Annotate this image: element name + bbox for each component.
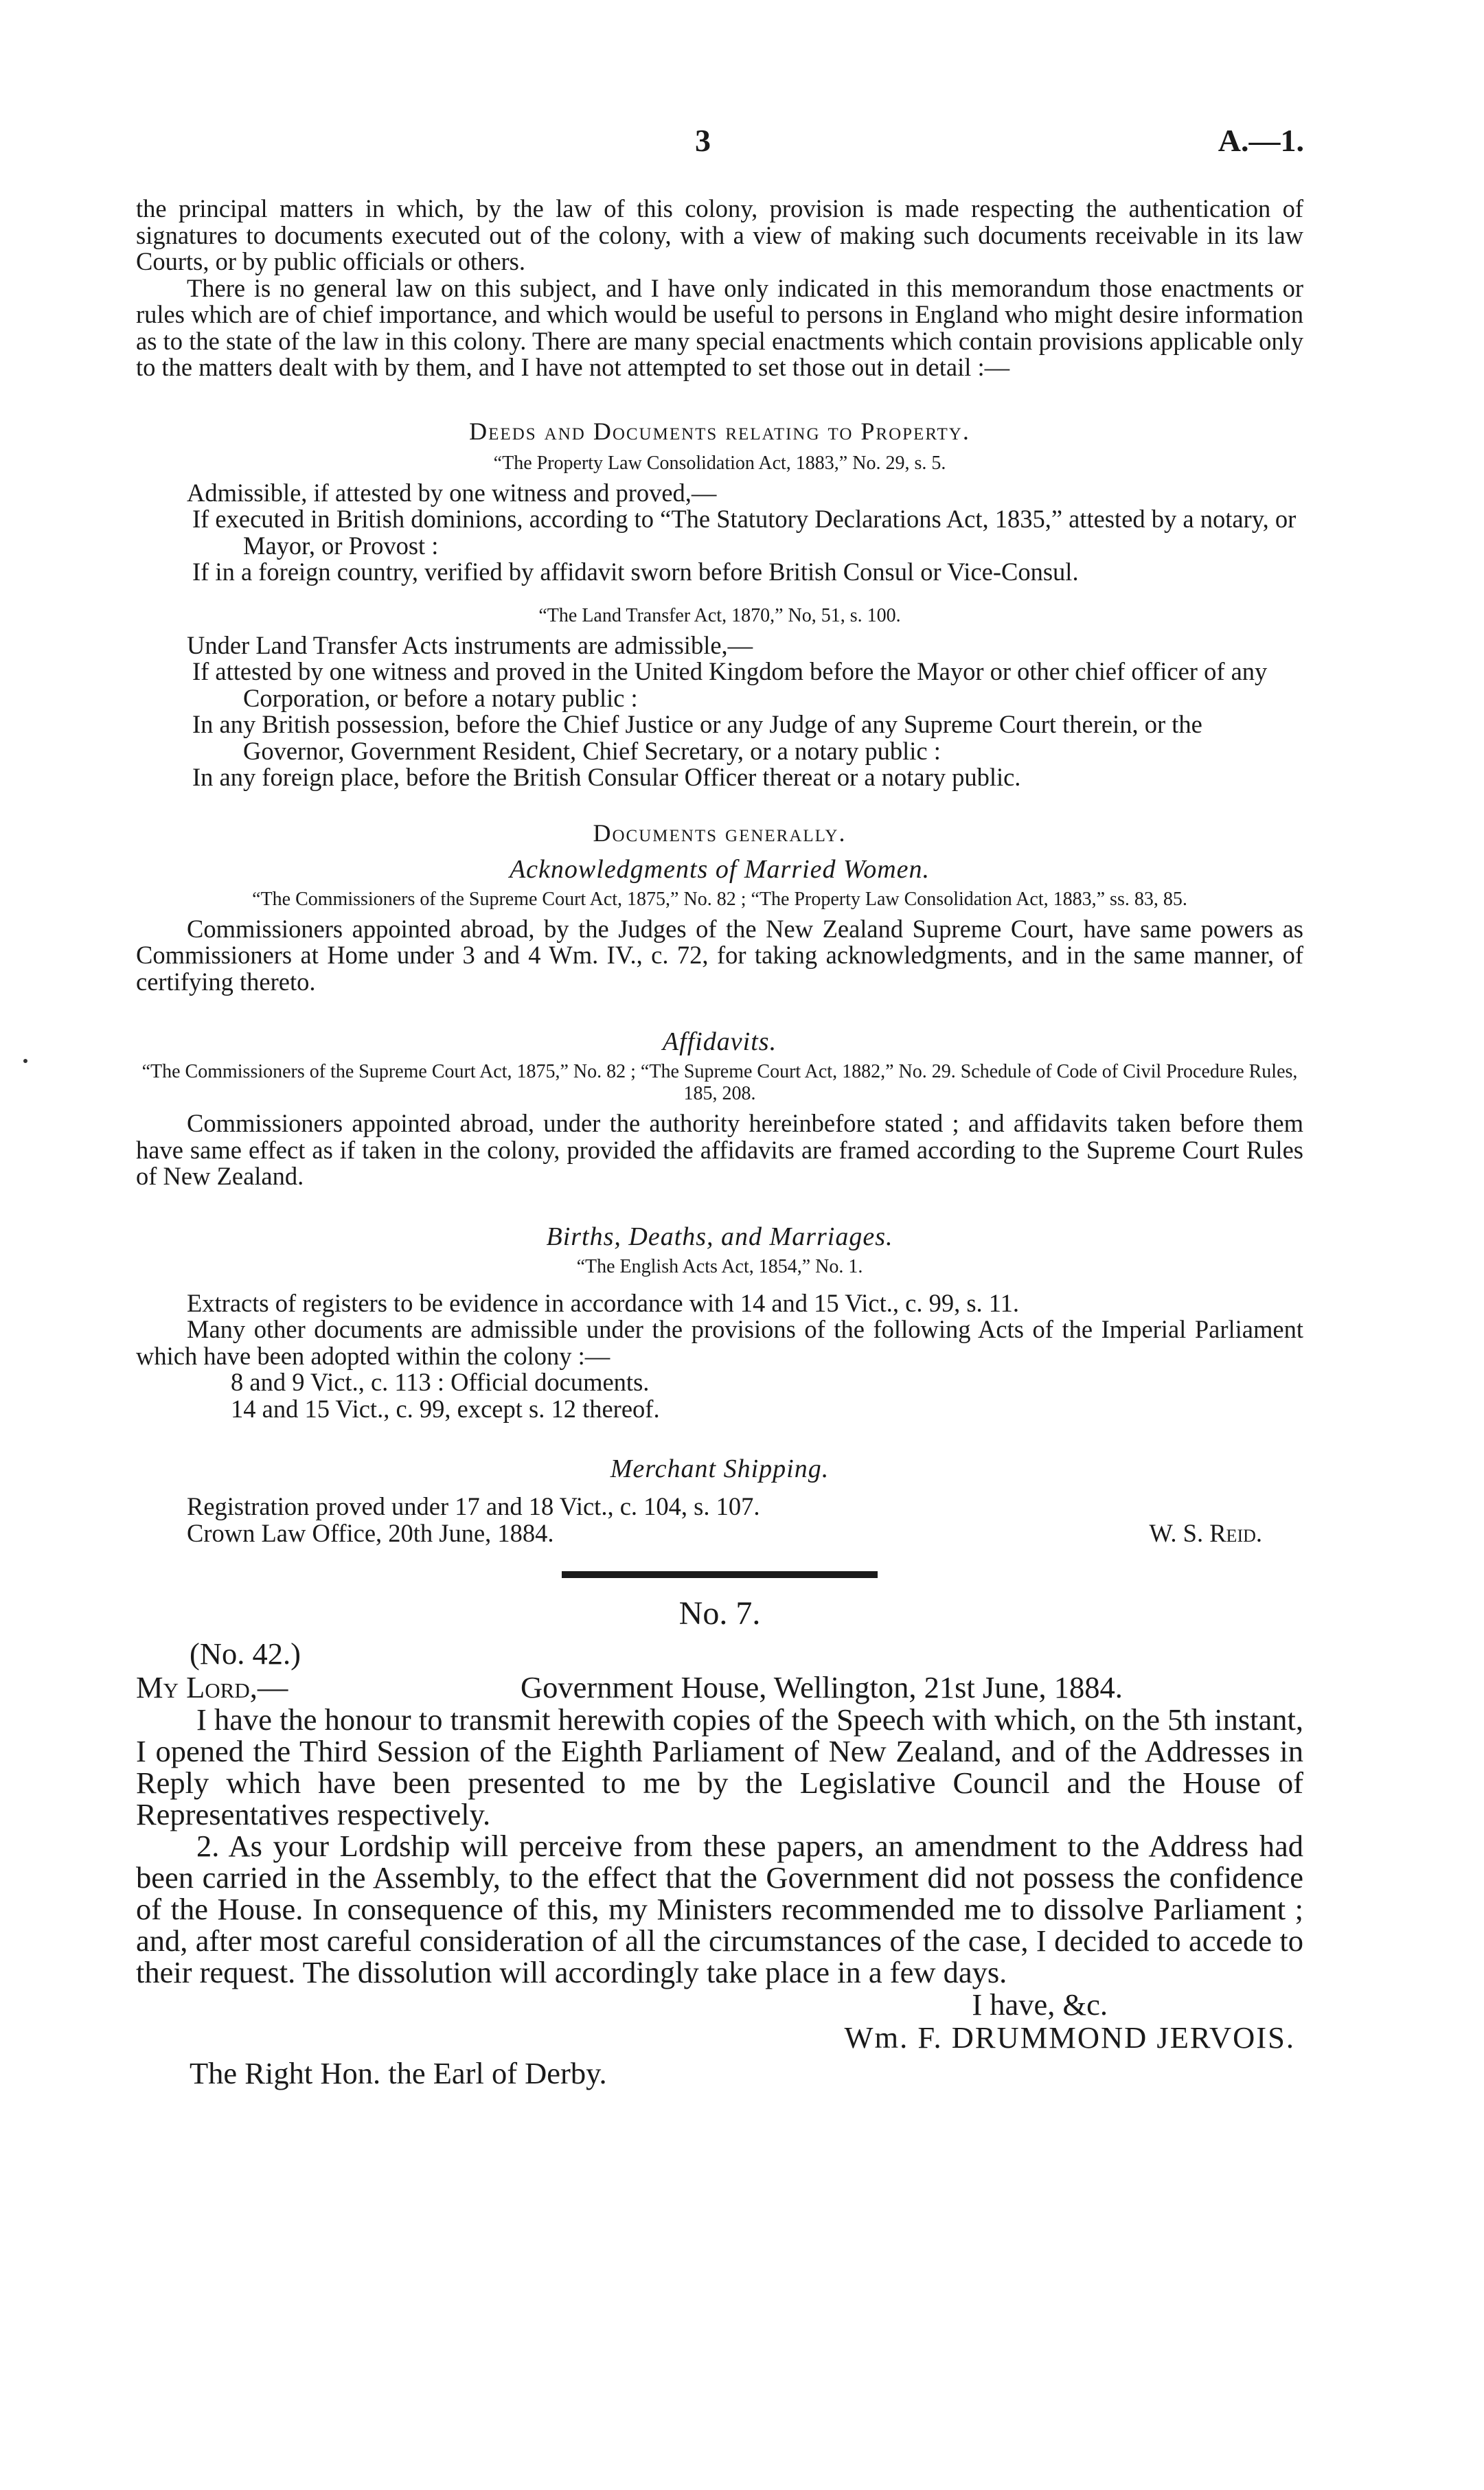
page-number: 3: [695, 123, 711, 158]
salutation-row: [136, 1669, 1303, 1704]
letter-addressee: The Right Hon. the Earl of Derby.: [190, 2056, 607, 2090]
affidavits-citation: “The Commissioners of the Supreme Court Act, 1875,” No. 82 ; “The Supreme Court Act, 1882,” No. 29. Schedule of Code of Civil Procedure Rules, 185, 208.: [141, 1061, 1298, 1104]
memorandum: [136, 196, 1303, 2090]
general-heading: Documents generally.: [593, 819, 847, 847]
deeds-item-2: If in a foreign country, verified by affidavit sworn before British Consul or Vice-Consul.: [192, 558, 1079, 586]
act-2: 14 and 15 Vict., c. 99, except s. 12 thereof.: [231, 1394, 660, 1423]
deeds-under: Under Land Transfer Acts instruments are admissible,—: [187, 630, 753, 659]
births-text: Extracts of registers to be evidence in accordance with 14 and 15 Vict., c. 99, s. 11.: [187, 1288, 1020, 1317]
deeds-item-1: If executed in British dominions, according to “The Statutory Declarations Act, 1835,” attested by a notary, or Mayor, or Provost :: [192, 505, 1297, 560]
deeds-heading: Deeds and Documents relating to Property.: [469, 417, 970, 445]
page-reference: A.—1.: [1218, 123, 1304, 158]
married-women-citation: “The Commissioners of the Supreme Court Act, 1875,” No. 82 ; “The Property Law Consolidation Act, 1883,” ss. 83, 85.: [252, 888, 1187, 910]
salutation: My Lord,—: [136, 1670, 288, 1704]
letter-paragraph-2: 2. As your Lordship will perceive from these papers, an amendment to the Address had been carried in the Assembly, to the effect that the Government did not possess the confidence of the House. In consequence of this, my Ministers recommended me to dissolve Parliament ; and, after most careful consideration of all the circumstances of the case, I decided to accede to their request. The dissolution will accordingly take place in a few days.: [136, 1829, 1303, 1989]
married-women-text: Commissioners appointed abroad, by the Judges of the New Zealand Supreme Court, have same powers as Commissioners at Home under 3 and 4 Wm. IV., c. 72, for taking acknowledgments, and in the same manner, of certifying thereto.: [136, 914, 1303, 996]
letter-ref: (No. 42.): [190, 1636, 301, 1671]
affidavits-heading: Affidavits.: [662, 1027, 777, 1056]
shipping-text: Registration proved under 17 and 18 Vict., c. 104, s. 107.: [187, 1492, 760, 1520]
deeds-item-4: In any British possession, before the Chief Justice or any Judge of any Supreme Court therein, or the Governor, Government Resident, Chief Secretary, or a notary public :: [192, 710, 1202, 765]
intro-paragraph-1: the principal matters in which, by the law of this colony, provision is made respecting the authentication of signatures to documents executed out of the colony, with a view of making such documents receivable in its law Courts, or by public officials or others.: [136, 194, 1303, 275]
office-date: Crown Law Office, 20th June, 1884.: [187, 1518, 554, 1547]
deeds-item-3: If attested by one witness and proved in the United Kingdom before the Mayor or other chief officer of any Corporation, or before a notary public :: [192, 657, 1268, 712]
page-header: [0, 122, 1484, 170]
deeds-item-5: In any foreign place, before the British Consular Officer thereat or a notary public.: [192, 763, 1021, 791]
births-citation: “The English Acts Act, 1854,” No. 1.: [576, 1255, 863, 1277]
deeds-citation-1: “The Property Law Consolidation Act, 1883,” No. 29, s. 5.: [493, 452, 946, 474]
act-1: 8 and 9 Vict., c. 113 : Official documents.: [231, 1368, 650, 1396]
memo-signature-row: [187, 1520, 1303, 1547]
intro-paragraph-2: There is no general law on this subject, and I have only indicated in this memorandum those enactments or rules which are of chief importance, and which would be useful to persons in England who might desire information as to the state of the law in this colony. There are many special enactments which contain provisions applicable only to the matters dealt with by them, and I have not attempted to set those out in detail :—: [136, 273, 1303, 381]
memo-signatory: W. S. Reid.: [1149, 1518, 1262, 1547]
births-heading: Births, Deaths, and Marriages.: [546, 1222, 893, 1251]
letter-paragraph-1: I have the honour to transmit herewith copies of the Speech with which, on the 5th instant, I opened the Third Session of the Eighth Parliament of New Zealand, and of the Addresses in Reply which have been presented to me by the Legislative Council and the House of Representatives respectively.: [136, 1702, 1303, 1831]
place-date: Government House, Wellington, 21st June, 1884.: [521, 1670, 1123, 1704]
deeds-admissible: Admissible, if attested by one witness and proved,—: [187, 478, 717, 507]
other-documents-text: Many other documents are admissible under the provisions of the following Acts of the Imperial Parliament which have been adopted within the colony :—: [136, 1315, 1303, 1370]
section-divider: [562, 1571, 878, 1578]
letter-closing: I have, &c.: [972, 1987, 1108, 2022]
deeds-citation-2: “The Land Transfer Act, 1870,” No, 51, s. 100.: [538, 604, 901, 626]
shipping-heading: Merchant Shipping.: [610, 1454, 830, 1483]
letter-number: No. 7.: [678, 1595, 761, 1632]
married-women-heading: Acknowledgments of Married Women.: [509, 854, 931, 884]
letter-signature: Wm. F. DRUMMOND JERVOIS.: [844, 2020, 1295, 2055]
affidavits-text: Commissioners appointed abroad, under the authority hereinbefore stated ; and affidavits taken before them have same effect as if taken in the colony, provided the affidavits are framed according to the Supreme Court Rules of New Zealand.: [136, 1109, 1303, 1190]
margin-mark: [23, 1059, 27, 1063]
